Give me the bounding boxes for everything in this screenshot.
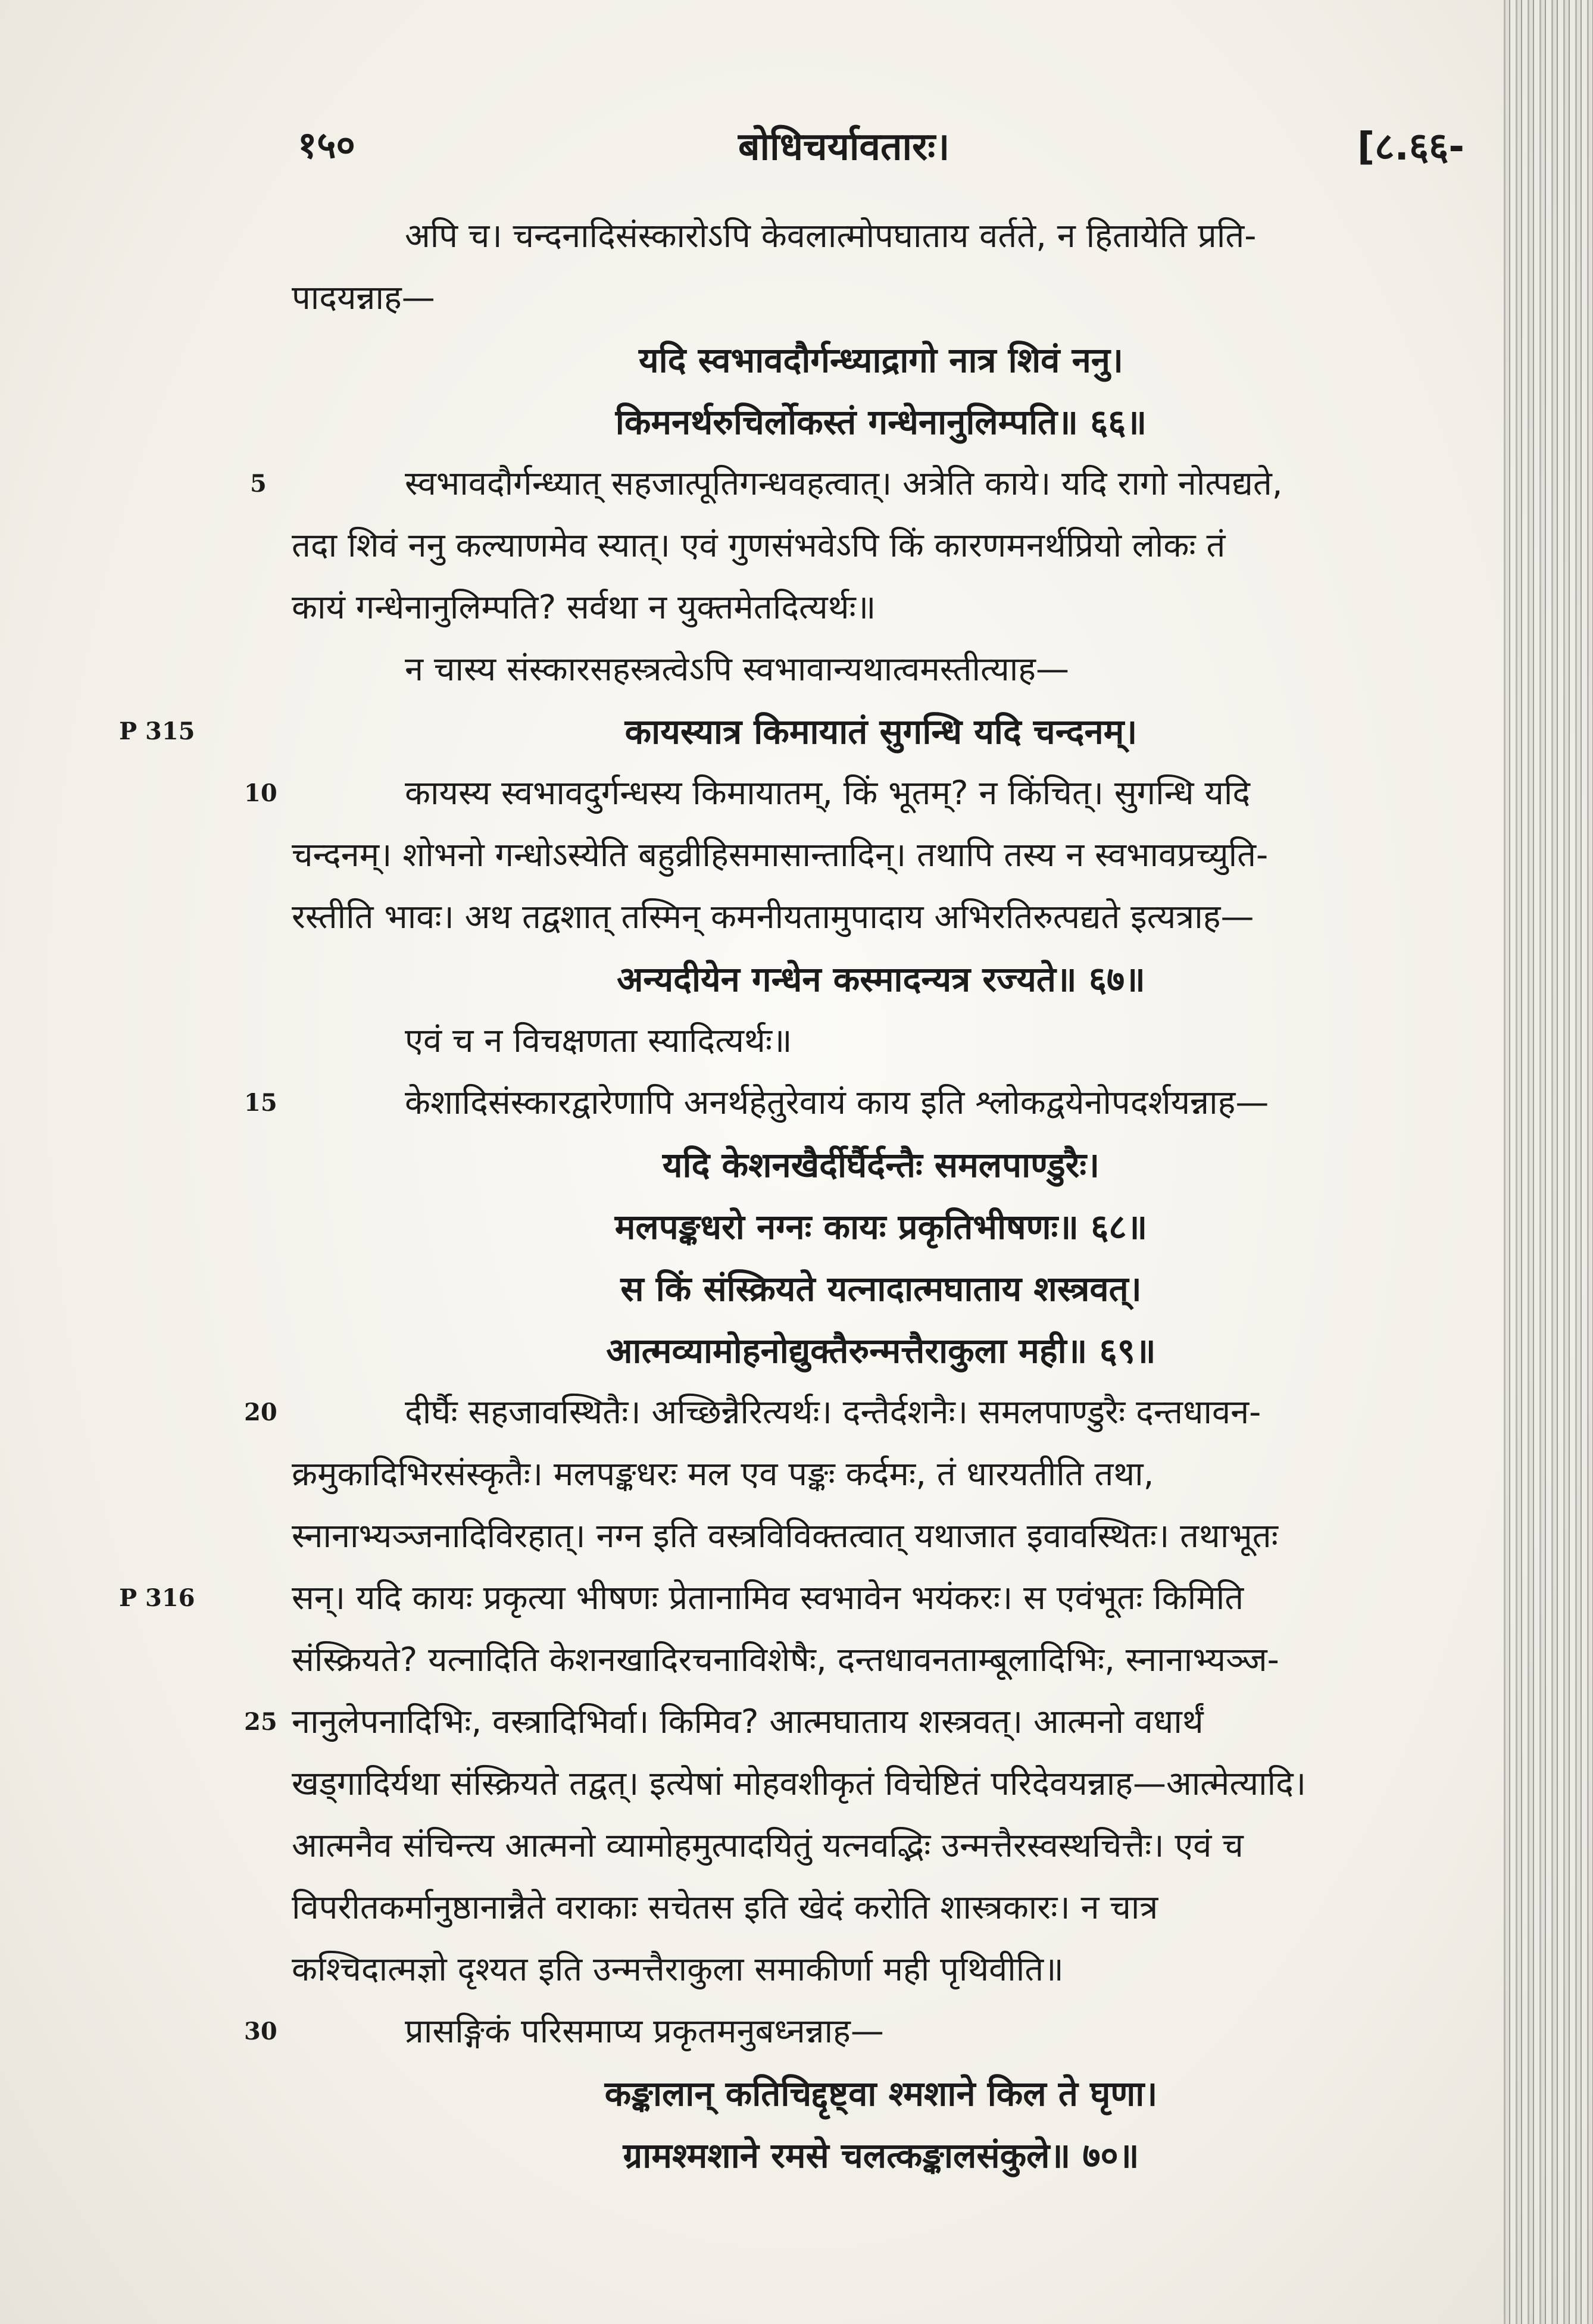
commentary-line (292, 577, 1470, 639)
verse-line (292, 948, 1470, 1010)
commentary-line (292, 205, 1470, 267)
commentary-line (292, 639, 1470, 701)
commentary-line (292, 1753, 1470, 1815)
line-text: किमनर्थरुचिर्लोकस्तं गन्धेनानुलिम्पति॥ ६६॥ (615, 402, 1147, 442)
verse-line (292, 2063, 1470, 2125)
line-text: आत्मव्यामोहनोद्युक्तैरुन्मत्तैराकुला मही॥ ६९॥ (606, 1330, 1156, 1371)
line-text: यदि स्वभावदौर्गन्ध्याद्रागो नात्र शिवं ननु। (639, 340, 1123, 380)
line-text: अपि च। चन्दनादिसंस्कारोऽपि केवलात्मोपघाताय वर्तते, न हितायेति प्रति- (405, 217, 1257, 255)
commentary-line (244, 1382, 1470, 1444)
section-reference: [८.६६- (1357, 125, 1464, 169)
line-text: न चास्य संस्कारसहस्त्रत्वेऽपि स्वभावान्यथात्वमस्तीत्याह— (405, 650, 1069, 689)
verse-line (292, 1196, 1470, 1258)
line-text: नानुलेपनादिभिः, वस्त्रादिभिर्वा। किमिव? आत्मघाताय शस्त्रवत्। आत्मनो वधार्थं (292, 1703, 1204, 1741)
verse-line (292, 1258, 1470, 1320)
verse-line (292, 2125, 1470, 2186)
line-text: विपरीतकर्मानुष्ठानान्नैते वराकाः सचेतस इति खेदं करोति शास्त्रकारः। न चात्र (292, 1888, 1158, 1927)
page-reference: P 316 (119, 1584, 195, 1612)
line-text: कश्चिदात्मज्ञो दृश्यत इति उन्मत्तैराकुला समाकीर्णा मही पृथिवीति॥ (292, 1950, 1064, 1989)
verse-line (119, 701, 1470, 763)
commentary-line (292, 1444, 1470, 1505)
commentary-line (250, 453, 1470, 515)
commentary-line (292, 1010, 1470, 1072)
verse-line (292, 1134, 1470, 1196)
line-text: केशादिसंस्कारद्वारेणापि अनर्थहेतुरेवायं काय इति श्लोकद्वयेनोपदर्शयन्नाह— (405, 1083, 1269, 1122)
running-title: बोधिचर्यावतारः। (738, 125, 950, 169)
commentary-line (292, 1815, 1470, 1877)
commentary-line (244, 1691, 1470, 1753)
page-reference: P 315 (119, 717, 195, 745)
commentary-line (244, 2001, 1470, 2063)
book-spine-edge (1504, 0, 1593, 2324)
line-text: तदा शिवं ननु कल्याणमेव स्यात्। एवं गुणसंभवेऽपि किं कारणमनर्थप्रियो लोकः तं (292, 526, 1226, 565)
commentary-line (292, 515, 1470, 577)
verse-line (292, 1320, 1470, 1382)
line-text: संस्क्रियते? यत्नादिति केशनखादिरचनाविशेषैः, दन्तधावनताम्बूलादिभिः, स्नानाभ्यञ्ज- (292, 1641, 1279, 1679)
line-number: 15 (244, 1089, 277, 1117)
line-text: एवं च न विचक्षणता स्यादित्यर्थः॥ (405, 1022, 792, 1060)
line-number: 25 (244, 1708, 277, 1736)
line-text: कङ्कालान् कतिचिद्दृष्ट्वा श्मशाने किल ते घृणा। (604, 2073, 1158, 2114)
line-text: क्रमुकादिभिरसंस्कृतैः। मलपङ्कधरः मल एव पङ्कः कर्दमः, तं धारयतीति तथा, (292, 1455, 1154, 1494)
line-text: अन्यदीयेन गन्धेन कस्मादन्यत्र रज्यते॥ ६७॥ (617, 959, 1145, 999)
line-number: 30 (244, 2017, 277, 2045)
line-text: रस्तीति भावः। अथ तद्वशात् तस्मिन् कमनीयतामुपादाय अभिरतिरुत्पद्यते इत्यत्राह— (292, 898, 1254, 936)
verse-line (292, 391, 1470, 453)
verse-line (292, 329, 1470, 391)
commentary-line (244, 763, 1470, 824)
line-number: 10 (244, 779, 277, 807)
commentary-line (292, 824, 1470, 886)
line-text: यदि केशनखैर्दीर्घैर्दन्तैः समलपाण्डुरैः। (662, 1145, 1100, 1185)
line-text: खड्गादिर्यथा संस्क्रियते तद्वत्। इत्येषां मोहवशीकृतं विचेष्टितं परिदेवयन्नाह—आत्मेत्यादि। (292, 1764, 1307, 1803)
page-header (298, 119, 1464, 185)
line-text: स्नानाभ्यञ्जनादिविरहात्। नग्न इति वस्त्रविविक्तत्वात् यथाजात इवावस्थितः। तथाभूतः (292, 1517, 1278, 1555)
commentary-line (244, 1072, 1470, 1134)
line-text: कायस्य स्वभावदुर्गन्धस्य किमायातम्, किं भूतम्? न किंचित्। सुगन्धि यदि (405, 774, 1251, 813)
commentary-line (292, 1629, 1470, 1691)
commentary-line (292, 1505, 1470, 1567)
line-text: स किं संस्क्रियते यत्नादात्मघाताय शस्त्रवत्। (620, 1269, 1142, 1309)
line-text: चन्दनम्। शोभनो गन्धोऽस्येति बहुव्रीहिसमासान्तादिन्। तथापि तस्य न स्वभावप्रच्युति- (292, 836, 1269, 874)
commentary-line (119, 1567, 1470, 1629)
line-number: 5 (250, 470, 267, 498)
commentary-line (292, 267, 1470, 329)
line-text: ग्रामश्मशाने रमसे चलत्कङ्कालसंकुले॥ ७०॥ (623, 2135, 1139, 2176)
line-text: दीर्घैः सहजावस्थितैः। अच्छिन्नैरित्यर्थः। दन्तैर्दशनैः। समलपाण्डुरैः दन्तधावन- (405, 1393, 1261, 1432)
commentary-line (292, 1939, 1470, 2001)
line-number: 20 (244, 1398, 277, 1426)
line-text: स्वभावदौर्गन्ध्यात् सहजात्पूतिगन्धवहत्वात्। अत्रेति काये। यदि रागो नोत्पद्यते, (405, 464, 1283, 503)
line-text: कायस्यात्र किमायातं सुगन्धि यदि चन्दनम्। (624, 711, 1138, 752)
commentary-line (292, 886, 1470, 948)
line-text: मलपङ्कधरो नग्नः कायः प्रकृतिभीषणः॥ ६८॥ (614, 1207, 1148, 1247)
line-text: कायं गन्धेनानुलिम्पति? सर्वथा न युक्तमेतदित्यर्थः॥ (292, 588, 876, 627)
body-text (119, 205, 1470, 2186)
page-number: १५० (298, 123, 355, 167)
line-text: सन्। यदि कायः प्रकृत्या भीषणः प्रेतानामिव स्वभावेन भयंकरः। स एवंभूतः किमिति (292, 1579, 1244, 1617)
line-text: प्रासङ्गिकं परिसमाप्य प्रकृतमनुबध्नन्नाह— (405, 2012, 884, 2051)
line-text: आत्मनैव संचिन्त्य आत्मनो व्यामोहमुत्पादयितुं यत्नवद्भिः उन्मत्तैरस्वस्थचित्तैः। एवं च (292, 1826, 1244, 1865)
commentary-line (292, 1877, 1470, 1939)
line-text: पादयन्नाह— (292, 279, 435, 317)
